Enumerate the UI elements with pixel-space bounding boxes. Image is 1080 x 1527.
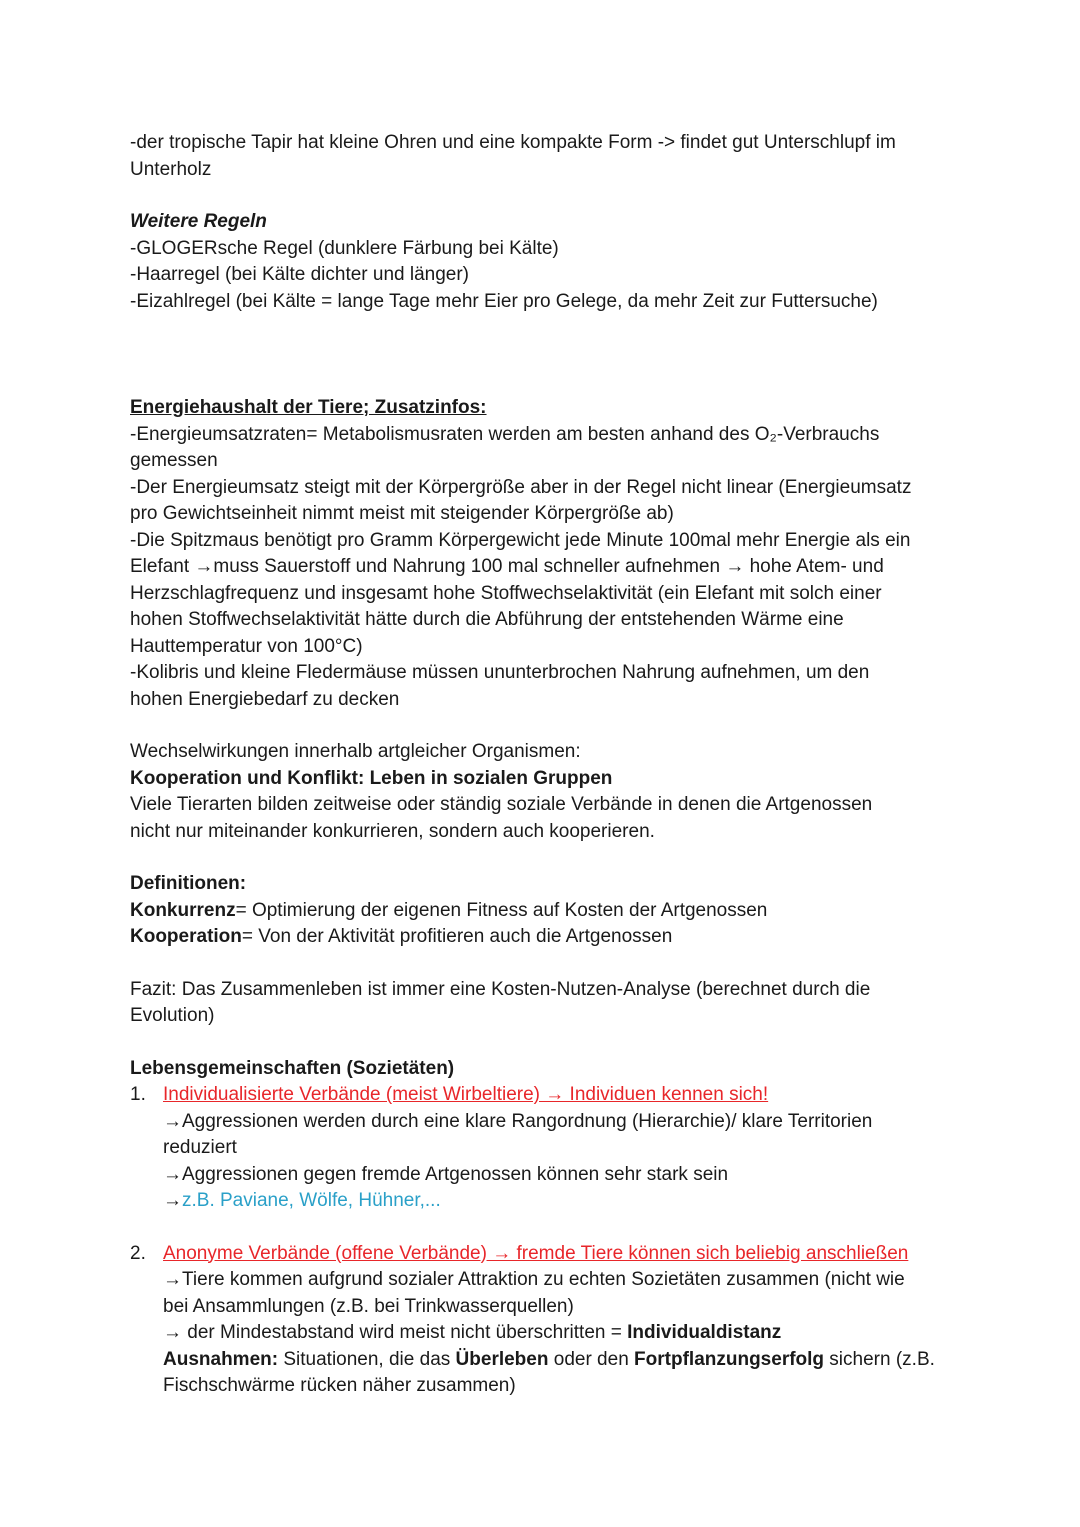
weitere-item-1: -GLOGERsche Regel (dunklere Färbung bei Kälte) xyxy=(130,237,559,259)
energie-line-6: Elefant →muss Sauerstoff und Nahrung 100 mal schneller aufnehmen → hohe Atem- und xyxy=(130,556,884,577)
tapir-line-2: Unterholz xyxy=(130,158,212,180)
anonyme-title: Anonyme Verbände (offene Verbände) → fremde Tiere können sich beliebig anschließen xyxy=(163,1242,909,1264)
wechsel-line-1: Viele Tierarten bilden zeitweise oder ständig soziale Verbände in denen die Artgenossen xyxy=(130,794,873,815)
item1-line-2: reduziert xyxy=(163,1137,237,1158)
item2-ausnahmen xyxy=(163,1347,960,1374)
kooperation-text: = Von der Aktivität profitieren auch die Artgenossen xyxy=(241,926,673,947)
energie-line-7: Herzschlagfrequenz und insgesamt hohe Stoffwechselaktivität (ein Elefant mit solch einer xyxy=(130,582,882,604)
kooperation-konflikt-heading: Kooperation und Konflikt: Leben in sozialen Gruppen xyxy=(130,767,613,789)
list-number-2: 2. xyxy=(130,1242,146,1264)
energie-line-8: hohen Stoffwechselaktivität hätte durch die Abführung der entstehenden Wärme eine xyxy=(130,609,844,630)
weitere-regeln-heading: Weitere Regeln xyxy=(130,211,267,232)
list-item xyxy=(130,1082,960,1215)
mindest-text: → der Mindestabstand wird meist nicht überschritten = xyxy=(163,1322,628,1343)
item2-ausnahmen-last: Fischschwärme rücken näher zusammen) xyxy=(163,1375,516,1396)
ausnahmen-text-2: oder den xyxy=(548,1348,635,1370)
item2-line-2: bei Ansammlungen (z.B. bei Trinkwasserquellen) xyxy=(163,1295,574,1317)
document-page xyxy=(130,130,960,1400)
list-number-1: 1. xyxy=(130,1084,146,1105)
energie-line-11: hohen Energiebedarf zu decken xyxy=(130,688,400,710)
weitere-item-2: -Haarregel (bei Kälte dichter und länger) xyxy=(130,264,470,285)
ausnahmen-text-3: sichern (z.B. xyxy=(824,1348,935,1370)
weitere-item-3: -Eizahlregel (bei Kälte = lange Tage mehr Eier pro Gelege, da mehr Zeit zur Futtersuche) xyxy=(130,290,878,312)
list-item xyxy=(130,1241,960,1400)
arrow-icon: → xyxy=(163,1190,182,1211)
tapir-line-1: -der tropische Tapir hat kleine Ohren und eine kompakte Form -> findet gut Unterschlupf im xyxy=(130,132,896,153)
item1-examples-text: z.B. Paviane, Wölfe, Hühner,... xyxy=(182,1190,441,1211)
energie-line-4: pro Gewichtseinheit nimmt meist mit steigender Körpergröße ab) xyxy=(130,503,674,524)
ueberleben-term: Überleben xyxy=(455,1348,549,1370)
definition-konkurrenz xyxy=(130,898,960,925)
definition-kooperation xyxy=(130,924,960,951)
energie-line-3: -Der Energieumsatz steigt mit der Körpergröße aber in der Regel nicht linear (Energieumsatz xyxy=(130,476,912,498)
energie-line-10: -Kolibris und kleine Fledermäuse müssen ununterbrochen Nahrung aufnehmen, um den xyxy=(130,662,870,683)
fazit-line-1: Fazit: Das Zusammenleben ist immer eine Kosten-Nutzen-Analyse (berechnet durch die xyxy=(130,978,871,1000)
individualisierte-title: Individualisierte Verbände (meist Wirbeltiere) → Individuen kennen sich! xyxy=(163,1084,769,1105)
item2-line-1: →Tiere kommen aufgrund sozialer Attraktion zu echten Sozietäten zusammen (nicht wie xyxy=(163,1269,905,1290)
kooperation-term: Kooperation xyxy=(130,926,242,947)
wechsel-line-2: nicht nur miteinander konkurrieren, sondern auch kooperieren. xyxy=(130,820,655,842)
item1-line-1: →Aggressionen werden durch eine klare Rangordnung (Hierarchie)/ klare Territorien xyxy=(163,1110,873,1132)
energie-line-2: gemessen xyxy=(130,450,218,471)
fazit-line-2: Evolution) xyxy=(130,1005,215,1026)
item1-line-3: →Aggressionen gegen fremde Artgenossen können sehr stark sein xyxy=(163,1163,729,1185)
konkurrenz-text: = Optimierung der eigenen Fitness auf Kosten der Artgenossen xyxy=(235,899,768,921)
ausnahmen-text-1: Situationen, die das xyxy=(278,1348,456,1370)
item1-examples xyxy=(163,1188,960,1215)
item2-mindest xyxy=(163,1320,960,1347)
lebensgemeinschaften-heading: Lebensgemeinschaften (Sozietäten) xyxy=(130,1057,455,1079)
energie-line-5: -Die Spitzmaus benötigt pro Gramm Körpergewicht jede Minute 100mal mehr Energie als ein xyxy=(130,529,911,551)
fortpflanzungserfolg-term: Fortpflanzungserfolg xyxy=(634,1348,825,1370)
ausnahmen-label: Ausnahmen: xyxy=(163,1348,279,1370)
energie-line-1: -Energieumsatzraten= Metabolismusraten werden am besten anhand des O₂-Verbrauchs xyxy=(130,423,880,445)
energie-heading: Energiehaushalt der Tiere; Zusatzinfos: xyxy=(130,397,487,418)
individualdistanz-term: Individualdistanz xyxy=(627,1322,782,1343)
energie-line-9: Hauttemperatur von 100°C) xyxy=(130,635,363,657)
konkurrenz-term: Konkurrenz xyxy=(130,899,236,921)
definitionen-heading: Definitionen: xyxy=(130,873,247,894)
wechsel-intro: Wechselwirkungen innerhalb artgleicher Organismen: xyxy=(130,741,581,762)
